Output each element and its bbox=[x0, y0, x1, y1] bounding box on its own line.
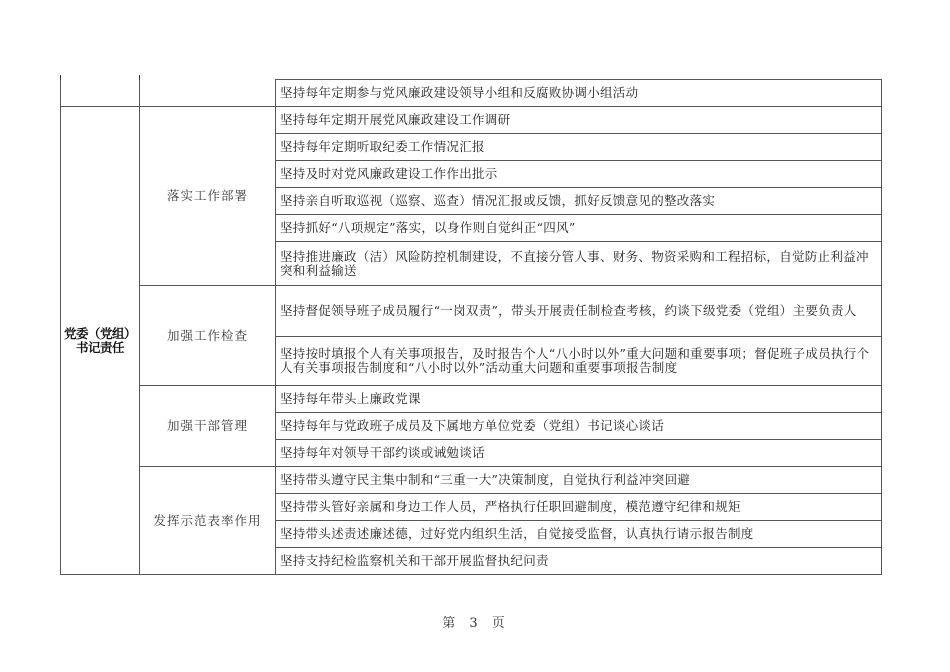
item-cell: 坚持每年定期开展党风廉政建设工作调研 bbox=[276, 107, 882, 134]
table-row bbox=[61, 286, 882, 337]
item-cell: 坚持及时对党风廉政建设工作作出批示 bbox=[276, 161, 882, 188]
responsibility-table bbox=[60, 79, 882, 575]
table-row bbox=[61, 467, 882, 494]
category-cell-continued bbox=[140, 80, 276, 107]
role-cell-continued bbox=[61, 80, 140, 107]
table-row bbox=[61, 80, 882, 107]
category-cell: 加强干部管理 bbox=[140, 386, 276, 467]
category-cell: 发挥示范表率作用 bbox=[140, 467, 276, 575]
item-cell: 坚持每年对领导干部约谈或诫勉谈话 bbox=[276, 440, 882, 467]
item-cell: 坚持每年带头上廉政党课 bbox=[276, 386, 882, 413]
page-footer bbox=[0, 612, 950, 631]
category-cell: 落实工作部署 bbox=[140, 107, 276, 286]
page-number: 3 bbox=[469, 616, 481, 631]
item-cell: 坚持带头述责述廉述德，过好党内组织生活，自觉接受监督，认真执行请示报告制度 bbox=[276, 521, 882, 548]
item-cell: 坚持带头遵守民主集中制和“三重一大”决策制度，自觉执行利益冲突回避 bbox=[276, 467, 882, 494]
role-cell: 党委（党组）书记责任 bbox=[61, 107, 140, 575]
table-row bbox=[61, 386, 882, 413]
item-cell: 坚持每年与党政班子成员及下属地方单位党委（党组）书记谈心谈话 bbox=[276, 413, 882, 440]
item-cell: 坚持抓好“八项规定”落实，以身作则自觉纠正“四风” bbox=[276, 215, 882, 242]
item-cell: 坚持带头管好亲属和身边工作人员，严格执行任职回避制度，模范遵守纪律和规矩 bbox=[276, 494, 882, 521]
category-cell: 加强工作检查 bbox=[140, 286, 276, 386]
table-row bbox=[61, 107, 882, 134]
item-cell: 坚持支持纪检监察机关和干部开展监督执纪问责 bbox=[276, 548, 882, 575]
item-cell: 坚持推进廉政（洁）风险防控机制建设，不直接分管人事、财务、物资采购和工程招标，自觉防止利益冲突和利益输送 bbox=[276, 242, 882, 286]
item-cell: 坚持按时填报个人有关事项报告，及时报告个人“八小时以外”重大问题和重要事项；督促班子成员执行个人有关事项报告制度和“八小时以外”活动重大问题和重要事项报告制度 bbox=[276, 337, 882, 386]
page-label-prefix: 第 bbox=[442, 616, 459, 631]
item-cell: 坚持每年定期参与党风廉政建设领导小组和反腐败协调小组活动 bbox=[276, 80, 882, 107]
page-label-suffix: 页 bbox=[491, 616, 508, 631]
item-cell: 坚持督促领导班子成员履行“一岗双责”，带头开展责任制检查考核，约谈下级党委（党组）主要负责人 bbox=[276, 286, 882, 337]
item-cell: 坚持亲自听取巡视（巡察、巡查）情况汇报或反馈，抓好反馈意见的整改落实 bbox=[276, 188, 882, 215]
item-cell: 坚持每年定期听取纪委工作情况汇报 bbox=[276, 134, 882, 161]
